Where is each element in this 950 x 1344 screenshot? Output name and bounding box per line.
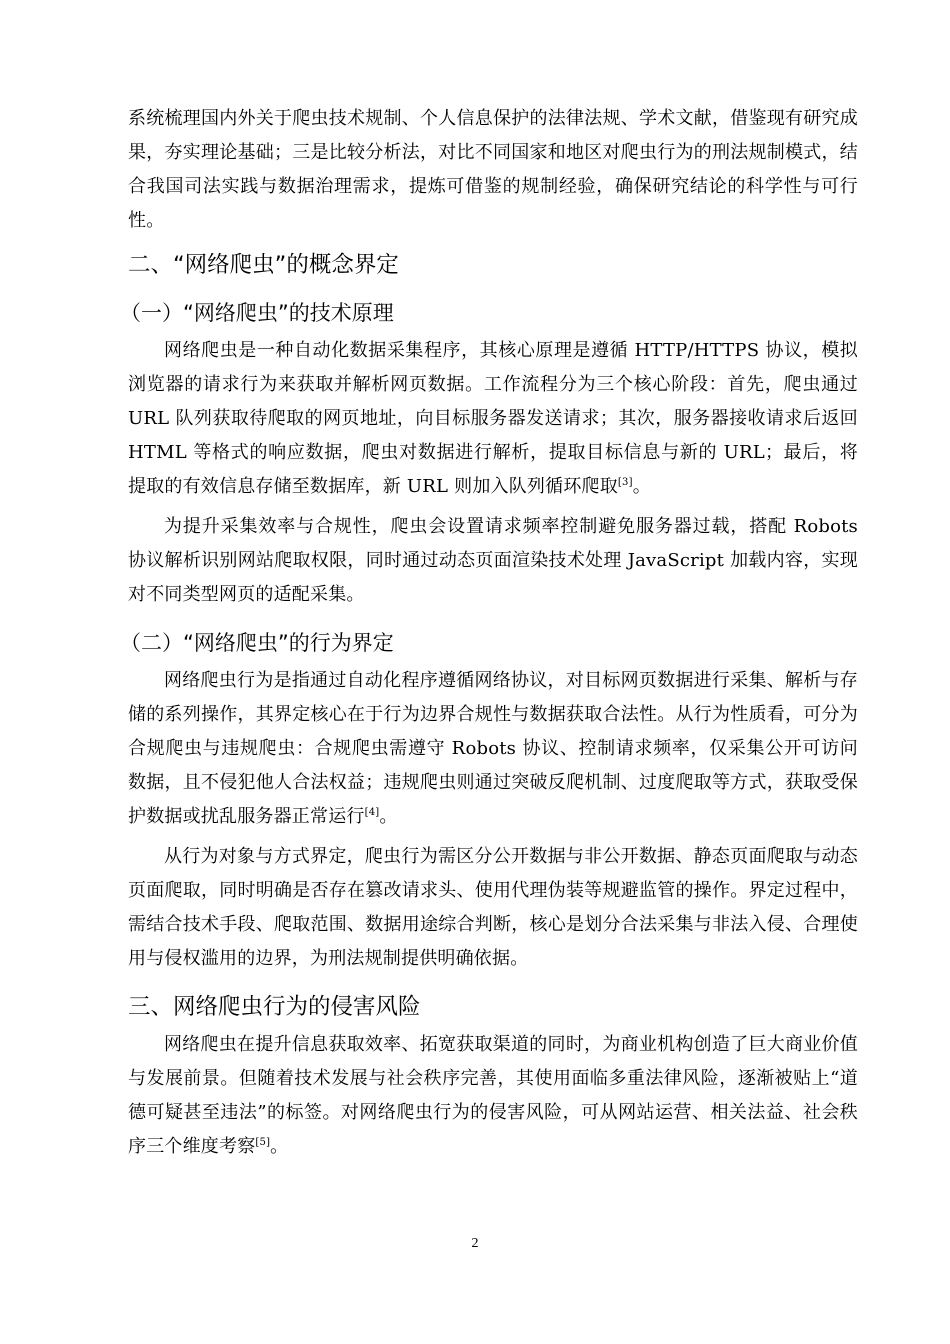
section-2-2-paragraph-1 (128, 664, 858, 834)
section-2-2-paragraph-2: 从行为对象与方式界定，爬虫行为需区分公开数据与非公开数据、静态页面爬取与动态页面爬取，同时明确是否存在篡改请求头、使用代理伪装等规避监管的操作。界定过程中，需结合技术手段、爬取范围、数据用途综合判断，核心是划分合法采集与非法入侵、合理使用与侵权滥用的边界，为刑法规制提供明确依据。 (128, 846, 858, 969)
paragraph-end: 。 (379, 806, 398, 827)
paragraph-end: 。 (632, 476, 651, 497)
section-3-heading: 三、网络爬虫行为的侵害风险 (128, 994, 421, 1020)
section-2-heading: 二、“网络爬虫”的概念界定 (128, 252, 399, 278)
paragraph-end: 。 (270, 1136, 289, 1157)
citation-ref: [4] (364, 807, 380, 818)
page-number: 2 (471, 1236, 479, 1251)
section-2-1-paragraph-1 (128, 334, 858, 504)
citation-ref: [5] (255, 1137, 271, 1148)
citation-ref: [3] (617, 477, 633, 488)
document-body (120, 102, 858, 1164)
intro-paragraph: 系统梳理国内外关于爬虫技术规制、个人信息保护的法律法规、学术文献，借鉴现有研究成果，夯实理论基础；三是比较分析法，对比不同国家和地区对爬虫行为的刑法规制模式，结合我国司法实践与数据治理需求，提炼可借鉴的规制经验，确保研究结论的科学性与可行性。 (128, 108, 858, 231)
paragraph-text: 网络爬虫行为是指通过自动化程序遵循网络协议，对目标网页数据进行采集、解析与存储的系列操作，其界定核心在于行为边界合规性与数据获取合法性。从行为性质看，可分为合规爬虫与违规爬虫：合规爬虫需遵守 Robots 协议、控制请求频率，仅采集公开可访问数据，且不侵犯他人合法权益；违规爬虫则通过突破反爬机制、过度爬取等方式，获取受保护数据或扰乱服务器正常运行 (128, 670, 858, 827)
section-2-1-paragraph-2: 为提升采集效率与合规性，爬虫会设置请求频率控制避免服务器过载，搭配 Robots 协议解析识别网站爬取权限，同时通过动态页面渲染技术处理 JavaScript 加载内容，实现对不同类型网页的适配采集。 (128, 516, 858, 605)
paragraph-text: 网络爬虫在提升信息获取效率、拓宽获取渠道的同时，为商业机构创造了巨大商业价值与发展前景。但随着技术发展与社会秩序完善，其使用面临多重法律风险，逐渐被贴上“道德可疑甚至违法”的标签。对网络爬虫行为的侵害风险，可从网站运营、相关法益、社会秩序三个维度考察 (128, 1034, 858, 1157)
section-3-paragraph-1 (128, 1028, 858, 1164)
section-2-1-heading: （一）“网络爬虫”的技术原理 (120, 301, 394, 325)
section-2-2-heading: （二）“网络爬虫”的行为界定 (120, 631, 394, 655)
paragraph-text: 网络爬虫是一种自动化数据采集程序，其核心原理是遵循 HTTP/HTTPS 协议，模拟浏览器的请求行为来获取并解析网页数据。工作流程分为三个核心阶段：首先，爬虫通过 URL 队列获取待爬取的网页地址，向目标服务器发送请求；其次，服务器接收请求后返回 HTML 等格式的响应数据，爬虫对数据进行解析，提取目标信息与新的 URL；最后，将提取的有效信息存储至数据库，新 URL 则加入队列循环爬取 (128, 340, 858, 497)
